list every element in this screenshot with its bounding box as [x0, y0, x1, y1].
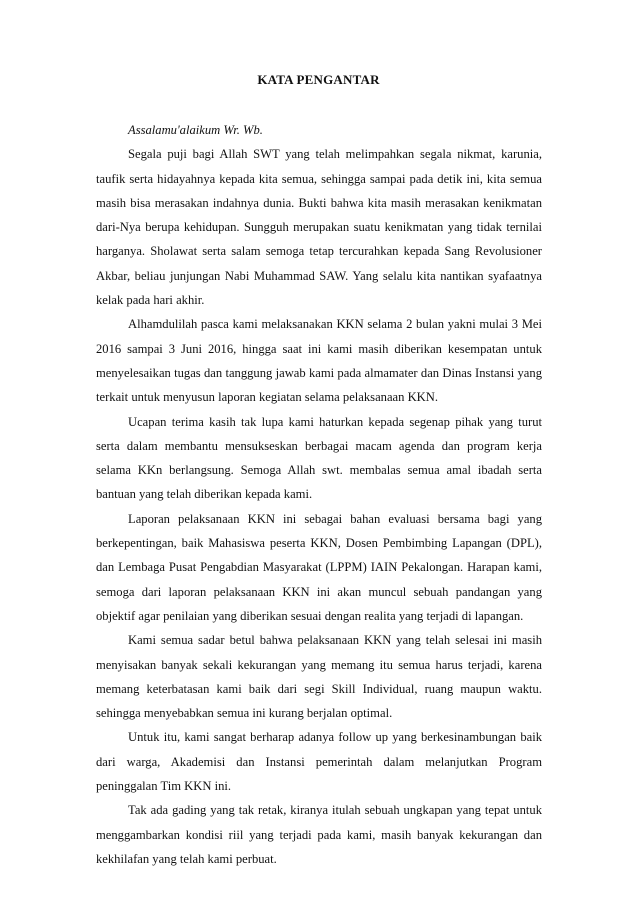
- paragraph-kkn-period: Alhamdulilah pasca kami melaksanakan KKN selama 2 bulan yakni mulai 3 Mei 2016 sampai 3 Juni 2016, hingga saat ini kami masih diberikan kesempatan untuk menyelesaikan tugas dan tanggung jawab kami pada almamater dan Dinas Instansi yang terkait untuk menyusun laporan kegiatan selama pelaksanaan KKN.: [96, 317, 542, 405]
- paragraph-follow-up: Untuk itu, kami sangat berharap adanya follow up yang berkesinambungan baik dari warga, Akademisi dan Instansi pemerintah dalam melanjutkan Program peninggalan Tim KKN ini.: [96, 730, 542, 794]
- paragraph-thanks: Ucapan terima kasih tak lupa kami haturkan kepada segenap pihak yang turut serta dalam membantu mensukseskan berbagai macam agenda dan program kerja selama KKn berlangsung. Semoga Allah swt. membalas semua amal ibadah serta bantuan yang telah diberikan kepada kami.: [96, 414, 542, 502]
- page-title: KATA PENGANTAR: [257, 72, 380, 87]
- paragraph-limitations: Kami semua sadar betul bahwa pelaksanaan KKN yang telah selesai ini masih menyisakan banyak sekali kekurangan yang memang itu semua harus terjadi, karena memang keterbatasan kami baik dari segi Skill Individual, ruang maupun waktu. sehingga menyebabkan semua ini kurang berjalan optimal.: [96, 633, 542, 721]
- paragraph-praise: Segala puji bagi Allah SWT yang telah melimpahkan segala nikmat, karunia, taufik serta hidayahnya kepada kita semua, sehingga sampai pada detik ini, kita semua masih bisa merasakan indahnya dunia. Bukti bahwa kita masih merasakan kenikmatan dari-Nya berupa kehidupan. Sungguh merupakan suatu kenikmatan yang tidak ternilai harganya. Sholawat serta salam semoga tetap tercurahkan kepada Sang Revolusioner Akbar, beliau junjungan Nabi Muhammad SAW. Yang selalu kita nantikan syafaatnya kelak pada hari akhir.: [96, 147, 542, 308]
- paragraph-report-purpose: Laporan pelaksanaan KKN ini sebagai bahan evaluasi bersama bagi yang berkepentingan, baik Mahasiswa peserta KKN, Dosen Pembimbing Lapangan (DPL), dan Lembaga Pusat Pengabdian Masyarakat (LPPM) IAIN Pekalongan. Harapan kami, semoga dari laporan pelaksanaan KKN ini akan muncul sebuah pandangan yang objektif agar penilaian yang diberikan sesuai dengan realita yang terjadi di lapangan.: [96, 511, 542, 623]
- paragraph-closing: Tak ada gading yang tak retak, kiranya itulah sebuah ungkapan yang tepat untuk menggambarkan kondisi riil yang terjadi pada kami, masih banyak kekurangan dan kekhilafan yang telah kami perbuat.: [96, 803, 542, 866]
- greeting: Assalamu'alaikum Wr. Wb.: [128, 123, 263, 137]
- document-body: [96, 118, 542, 871]
